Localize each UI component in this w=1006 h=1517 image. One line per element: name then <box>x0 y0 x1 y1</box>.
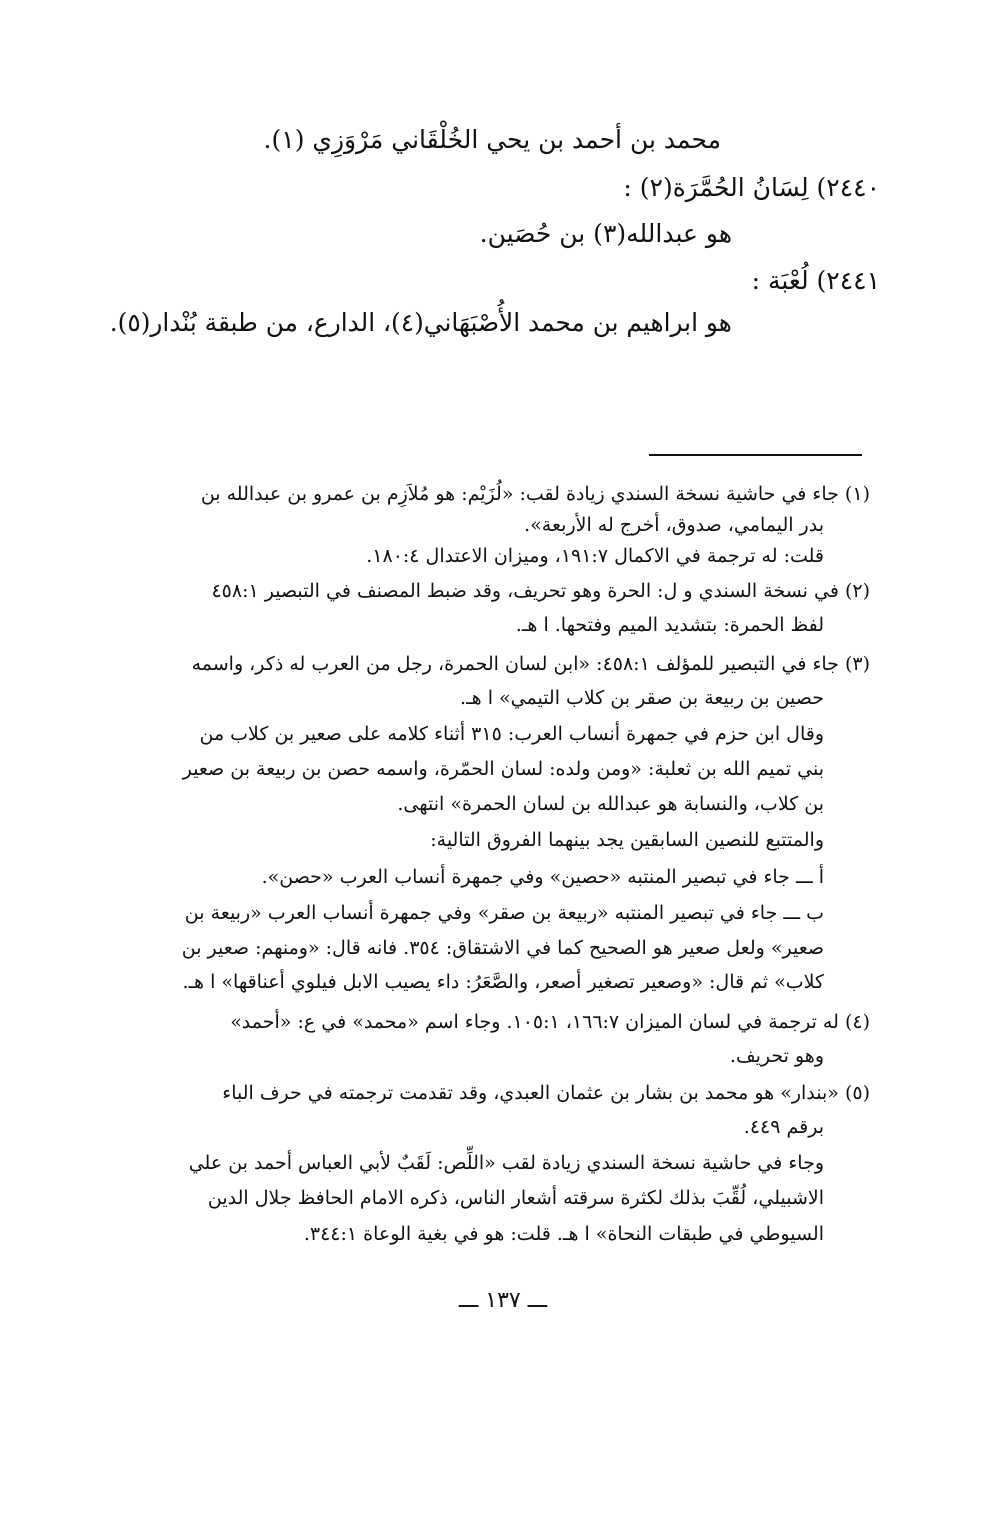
page-number: ـــ ١٣٧ ـــ <box>458 1288 548 1313</box>
entry-2441-body: هو ابراهيم بن محمد الأُصْبَهَاني(٤)، الدارع، من طبقة بُنْدار(٥). <box>109 308 732 337</box>
footnote-line: السيوطي في طبقات النحاة» ا هـ. قلت: هو في بغية الوعاة ٣٤٤:١. <box>303 1223 824 1245</box>
footnote-line: حصين بن ربيعة بن صقر بن كلاب التيمي» ا هـ. <box>460 687 824 709</box>
entry-2440-body: هو عبدالله(٣) بن حُصَين. <box>479 219 732 248</box>
footnote-line: (١) جاء في حاشية نسخة السندي زيادة لقب: «لُزَيْم: هو مُلاَزِم بن عمرو بن عبدالله بن <box>200 483 870 505</box>
footnote-line: وقال ابن حزم في جمهرة أنساب العرب: ٣١٥ أثناء كلامه على صعير بن كلاب من <box>199 723 824 745</box>
footnote-line: بدر اليمامي، صدوق، أخرج له الأربعة». <box>524 514 824 536</box>
footnote-line: (٢) في نسخة السندي و ل: الحرة وهو تحريف، وقد ضبط المصنف في التبصير ٤٥٨:١ <box>211 580 870 602</box>
footnote-line: (٣) جاء في التبصير للمؤلف ٤٥٨:١: «ابن لسان الحمرة، رجل من العرب له ذكر، واسمه <box>191 653 870 675</box>
footnote-line: بن كلاب، والنسابة هو عبدالله بن لسان الحمرة» انتهى. <box>397 793 824 815</box>
footnote-line: (٥) «بندار» هو محمد بن بشار بن عثمان العبدي، وقد تقدمت ترجمته في حرف الباء <box>222 1082 870 1104</box>
footnote-separator <box>649 454 862 456</box>
footnote-line: وهو تحريف. <box>729 1045 824 1067</box>
footnote-line: قلت: له ترجمة في الاكمال ١٩١:٧، وميزان الاعتدال ١٨٠:٤. <box>366 545 824 567</box>
footnote-line: لفظ الحمرة: بتشديد الميم وفتحها. ا هـ. <box>515 614 824 636</box>
entry-2441-heading: ٢٤٤١) لُعْبَة : <box>751 266 880 295</box>
footnote-line: والمتتبع للنصين السابقين يجد بينهما الفروق التالية: <box>430 829 824 851</box>
footnote-line: أ ـــ جاء في تبصير المنتبه «حصين» وفي جمهرة أنساب العرب «حصن». <box>261 866 824 888</box>
footnote-line: ب ـــ جاء في تبصير المنتبه «ربيعة بن صقر» وفي جمهرة أنساب العرب «ربيعة بن <box>184 902 824 924</box>
footnote-line: بني تميم الله بن ثعلبة: «ومن ولده: لسان الحمّرة، واسمه حصن بن ربيعة بن صعير <box>182 758 824 780</box>
main-line-1: محمد بن أحمد بن يحي الخُلْقَاني مَرْوَزِي (١). <box>263 125 721 154</box>
footnote-line: برقم ٤٤٩. <box>743 1116 824 1138</box>
footnote-line: الاشبيلي، لُقِّبَ بذلك لكثرة سرقته أشعار الناس، ذكره الامام الحافظ جلال الدين <box>207 1187 824 1209</box>
footnote-line: كلاب» ثم قال: «وصعير تصغير أصعر، والصَّعَرُ: داء يصيب الابل فيلوي أعناقها» ا هـ. <box>182 971 824 993</box>
footnote-line: صعير» ولعل صعير هو الصحيح كما في الاشتقاق: ٣٥٤. فانه قال: «ومنهم: صعير بن <box>181 937 824 959</box>
entry-2440-heading: ٢٤٤٠) لِسَانُ الحُمَّرَة(٢) : <box>623 173 880 202</box>
footnote-line: (٤) له ترجمة في لسان الميزان ١٦٦:٧، ١٠٥:١. وجاء اسم «محمد» في ع: «أحمد» <box>230 1011 870 1033</box>
footnote-line: وجاء في حاشية نسخة السندي زيادة لقب «اللِّص: لَقَبٌ لأبي العباس أحمد بن علي <box>188 1152 824 1174</box>
